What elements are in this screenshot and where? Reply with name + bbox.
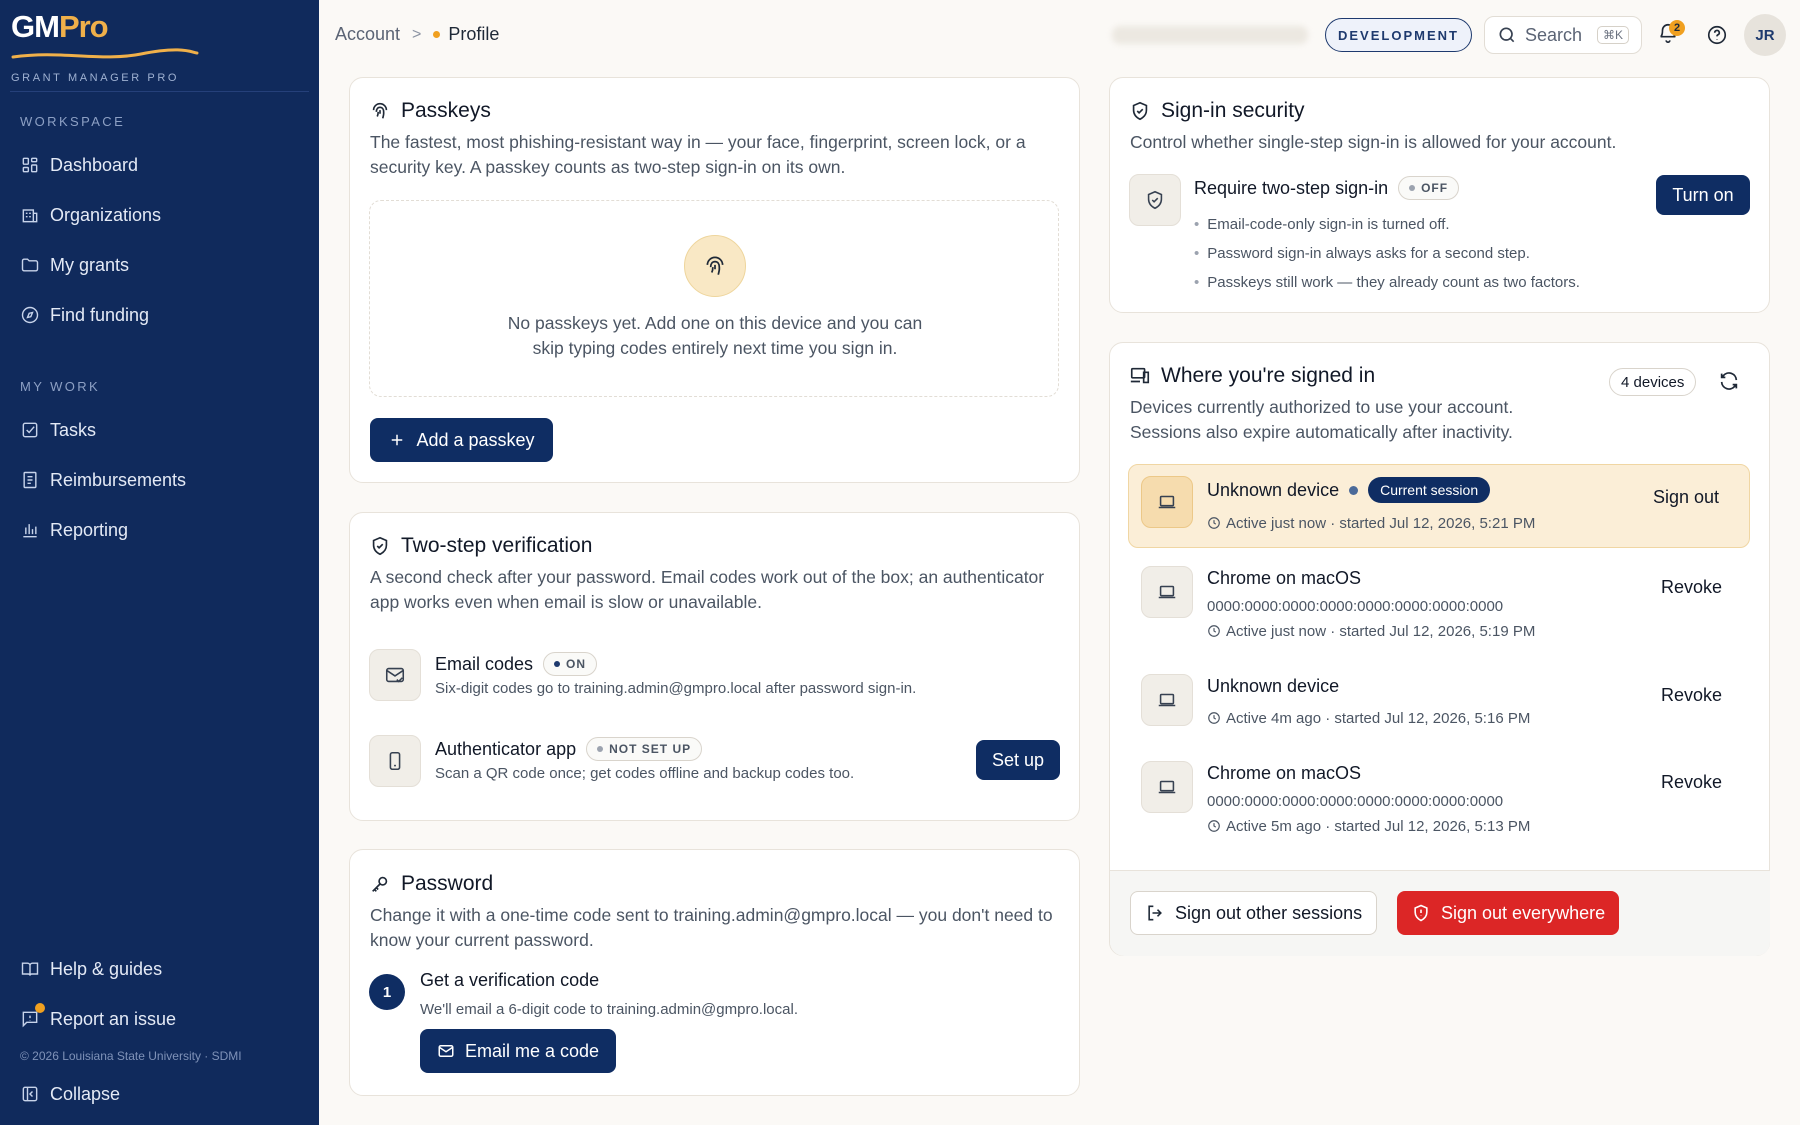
breadcrumb <box>335 24 499 45</box>
authenticator-title: Authenticator app <box>435 738 577 759</box>
authenticator-status-badge: NOT SET UP <box>586 737 702 761</box>
sidebar-collapse-icon <box>20 1084 40 1104</box>
shield-check-icon <box>1129 100 1151 122</box>
sidebar-item-label: Reimbursements <box>50 469 187 490</box>
sidebar-item-find-funding[interactable] <box>20 295 305 335</box>
require-two-step-status-badge: OFF <box>1398 176 1459 200</box>
require-two-step-row <box>1194 176 1459 200</box>
email-me-code-button[interactable]: Email me a code <box>420 1029 616 1073</box>
two-step-title-text: Two-step verification <box>401 534 593 557</box>
folder-icon <box>20 255 40 275</box>
sign-out-everywhere-button[interactable]: Sign out everywhere <box>1397 891 1619 935</box>
sidebar-item-label: Organizations <box>50 204 162 225</box>
session-time: Active just now · started Jul 12, 2026, 5:19 PM <box>1207 623 1535 640</box>
sidebar-item-label: Reporting <box>50 519 129 540</box>
sidebar-item-label: Find funding <box>50 304 150 325</box>
email-codes-subtitle: Six-digit codes go to training.admin@gmpro.local after password sign-in. <box>435 680 917 697</box>
sidebar-item-reimbursements[interactable] <box>20 460 305 500</box>
two-step-title <box>369 534 592 558</box>
report-indicator-dot <box>35 1003 45 1013</box>
clock-icon <box>1207 819 1221 833</box>
passkeys-title-text: Passkeys <box>401 99 491 122</box>
devices-icon <box>1129 365 1151 387</box>
search-button[interactable] <box>1484 16 1642 54</box>
dashboard-icon <box>20 155 40 175</box>
compass-icon <box>20 305 40 325</box>
clock-icon <box>1207 624 1221 638</box>
session-device-tile <box>1141 476 1193 528</box>
sidebar <box>0 0 319 1125</box>
sign-out-other-sessions-button[interactable]: Sign out other sessions <box>1130 891 1377 935</box>
building-icon <box>20 205 40 225</box>
laptop-icon <box>1156 776 1178 798</box>
clock-icon <box>1207 711 1221 725</box>
email-codes-title: Email codes <box>435 653 534 674</box>
passkeys-empty-text: No passkeys yet. Add one on this device and you can skip typing codes entirely next time you sign in. <box>507 313 923 358</box>
session-device-tile <box>1141 674 1193 726</box>
sessions-description-1: Devices currently authorized to use your account. <box>1130 397 1514 417</box>
revoke-session-button[interactable]: Revoke <box>1661 772 1723 792</box>
sidebar-item-reporting[interactable] <box>20 510 305 550</box>
step-number: 1 <box>369 974 405 1010</box>
sidebar-item-label: My grants <box>50 254 130 275</box>
mail-icon <box>437 1042 455 1060</box>
sidebar-item-label: Report an issue <box>50 1008 177 1029</box>
session-device-tile <box>1141 761 1193 813</box>
security-bullet: • Email-code-only sign-in is turned off. <box>1194 210 1580 239</box>
session-device-name: Chrome on macOS <box>1207 763 1362 783</box>
refresh-icon <box>1718 370 1740 392</box>
security-description: Control whether single-step sign-in is allowed for your account. <box>1130 132 1617 152</box>
security-title <box>1129 99 1305 123</box>
logo[interactable] <box>11 8 180 84</box>
mail-check-icon <box>384 664 406 686</box>
shield-check-icon <box>369 535 391 557</box>
breadcrumb-profile <box>433 24 499 45</box>
fingerprint-badge <box>684 235 746 297</box>
require-two-step-tile <box>1129 174 1181 226</box>
sessions-description-2: Sessions also expire automatically after inactivity. <box>1130 422 1513 442</box>
laptop-icon <box>1156 491 1178 513</box>
key-icon <box>369 873 391 895</box>
two-step-description: A second check after your password. Email codes work out of the box; an authenticator app works even when email is slow or unavailable. <box>370 567 1045 612</box>
laptop-icon <box>1156 689 1178 711</box>
security-bullet: • Password sign-in always asks for a second step. <box>1194 239 1580 268</box>
sidebar-item-tasks[interactable] <box>20 410 305 450</box>
session-time: Active 5m ago · started Jul 12, 2026, 5:13 PM <box>1207 818 1530 835</box>
breadcrumb-dot <box>433 31 440 38</box>
sidebar-item-label: Help & guides <box>50 958 163 979</box>
sidebar-collapse-button[interactable] <box>20 1074 305 1114</box>
logo-gm: GM <box>11 9 59 44</box>
refresh-sessions-button[interactable] <box>1718 370 1740 397</box>
security-title-text: Sign-in security <box>1161 99 1305 122</box>
session-device-name: Unknown device <box>1207 676 1340 696</box>
shield-check-icon <box>1144 189 1166 211</box>
redacted-block <box>1112 26 1308 44</box>
sidebar-item-my-grants[interactable] <box>20 245 305 285</box>
bar-chart-icon <box>20 520 40 540</box>
turn-on-button[interactable]: Turn on <box>1656 175 1750 215</box>
step-title: Get a verification code <box>420 970 600 990</box>
search-shortcut: ⌘K <box>1597 26 1629 44</box>
smartphone-icon <box>384 750 406 772</box>
authenticator-subtitle: Scan a QR code once; get codes offline and backup codes too. <box>435 765 855 782</box>
plus-icon <box>388 431 406 449</box>
sessions-title <box>1129 364 1375 388</box>
session-ip: 0000:0000:0000:0000:0000:0000:0000:0000 <box>1207 598 1504 615</box>
current-session-badge: Current session <box>1368 477 1490 503</box>
notifications-button[interactable] <box>1657 22 1683 48</box>
passkeys-title <box>369 99 491 123</box>
help-button[interactable] <box>1706 24 1728 51</box>
sidebar-item-label: Tasks <box>50 419 97 440</box>
help-circle-icon <box>1706 24 1728 46</box>
session-device-tile <box>1141 566 1193 618</box>
session-ip: 0000:0000:0000:0000:0000:0000:0000:0000 <box>1207 793 1504 810</box>
book-icon <box>20 959 40 979</box>
add-passkey-button[interactable]: Add a passkey <box>370 418 553 462</box>
sessions-title-text: Where you're signed in <box>1161 364 1376 387</box>
checkbox-icon <box>20 420 40 440</box>
notification-count-badge: 2 <box>1669 20 1685 36</box>
laptop-icon <box>1156 581 1178 603</box>
receipt-icon <box>20 470 40 490</box>
breadcrumb-account[interactable]: Account <box>335 24 401 44</box>
password-title <box>369 872 493 896</box>
sidebar-item-report-issue[interactable] <box>20 999 305 1039</box>
security-bullets <box>1194 210 1580 297</box>
password-title-text: Password <box>401 872 494 895</box>
authenticator-row <box>435 737 702 761</box>
session-active-dot <box>1349 486 1358 495</box>
sign-out-current-button[interactable]: Sign out <box>1653 487 1720 507</box>
session-device-name: Chrome on macOS <box>1207 568 1362 588</box>
logo-swoosh-icon <box>11 48 199 60</box>
environment-badge: DEVELOPMENT <box>1325 18 1472 52</box>
avatar[interactable]: JR <box>1744 14 1786 56</box>
sidebar-item-organizations[interactable] <box>20 195 305 235</box>
email-codes-tile <box>369 649 421 701</box>
fingerprint-icon <box>702 253 728 279</box>
sidebar-item-label: Dashboard <box>50 154 139 175</box>
step-subtitle: We'll email a 6-digit code to training.admin@gmpro.local. <box>420 1001 798 1018</box>
session-device-name: Unknown device <box>1207 479 1340 500</box>
revoke-session-button[interactable]: Revoke <box>1661 685 1723 705</box>
password-description: Change it with a one-time code sent to training.admin@gmpro.local — you don't need to know your current password. <box>370 905 1053 950</box>
sidebar-item-dashboard[interactable] <box>20 145 305 185</box>
breadcrumb-separator: > <box>412 25 422 43</box>
search-icon <box>1497 25 1517 45</box>
search-label: Search <box>1525 24 1583 45</box>
clock-icon <box>1207 516 1221 530</box>
session-time: Active 4m ago · started Jul 12, 2026, 5:16 PM <box>1207 710 1530 727</box>
require-two-step-title: Require two-step sign-in <box>1194 177 1389 198</box>
section-my-work: MY WORK <box>20 379 101 394</box>
log-out-icon <box>1145 903 1165 923</box>
device-count-badge: 4 devices <box>1609 368 1696 396</box>
session-title <box>1207 477 1490 503</box>
revoke-session-button[interactable]: Revoke <box>1661 577 1723 597</box>
section-workspace: WORKSPACE <box>20 114 126 129</box>
email-codes-status-badge: ON <box>543 652 597 676</box>
authenticator-tile <box>369 735 421 787</box>
sidebar-divider <box>10 91 309 92</box>
logo-subtitle: GRANT MANAGER PRO <box>11 72 180 84</box>
fingerprint-icon <box>369 100 391 122</box>
passkeys-description: The fastest, most phishing-resistant way in — your face, fingerprint, screen lock, or a security key. A passkey counts as two-step sign-in on its own. <box>370 132 1026 177</box>
copyright: © 2026 Louisiana State University · SDMI <box>20 1049 242 1063</box>
breadcrumb-profile-label: Profile <box>448 24 500 44</box>
shield-alert-icon <box>1411 903 1431 923</box>
session-time: Active just now · started Jul 12, 2026, 5:21 PM <box>1207 515 1535 532</box>
sidebar-item-help[interactable] <box>20 949 305 989</box>
logo-pro: Pro <box>58 9 108 44</box>
sidebar-item-label: Collapse <box>50 1083 121 1104</box>
email-codes-row <box>435 652 597 676</box>
passkeys-empty-state <box>369 200 1059 397</box>
security-bullet: • Passkeys still work — they already count as two factors. <box>1194 268 1580 297</box>
set-up-authenticator-button[interactable]: Set up <box>976 740 1060 780</box>
